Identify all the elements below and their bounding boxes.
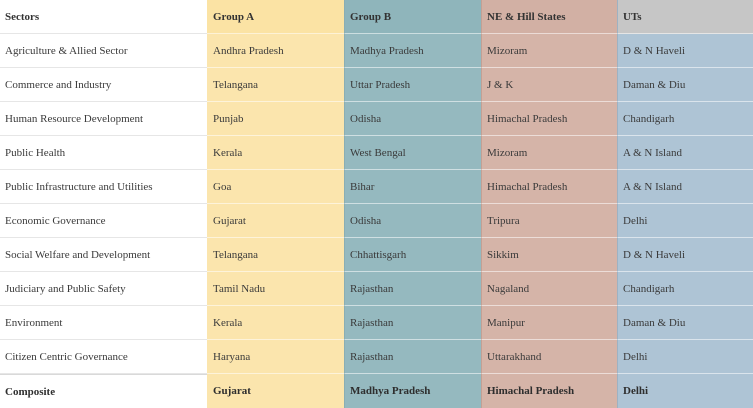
uts-cell: D & N Haveli — [617, 238, 753, 272]
ne-hill-states-cell: Uttarakhand — [481, 340, 617, 374]
sector-cell: Commerce and Industry — [0, 68, 207, 102]
uts-cell: Daman & Diu — [617, 306, 753, 340]
group-b-cell: Rajasthan — [344, 340, 481, 374]
composite-label: Composite — [0, 374, 207, 408]
sector-cell: Economic Governance — [0, 204, 207, 238]
ne-hill-states-cell: Manipur — [481, 306, 617, 340]
group-a-header: Group A — [207, 0, 344, 34]
composite-group-b-cell: Madhya Pradesh — [344, 374, 481, 408]
uts-cell: D & N Haveli — [617, 34, 753, 68]
sector-cell: Agriculture & Allied Sector — [0, 34, 207, 68]
group-a-cell: Tamil Nadu — [207, 272, 344, 306]
group-b-cell: Chhattisgarh — [344, 238, 481, 272]
uts-cell: Delhi — [617, 204, 753, 238]
ne-hill-states-cell: Nagaland — [481, 272, 617, 306]
group-b-cell: Odisha — [344, 204, 481, 238]
composite-group-a-cell: Gujarat — [207, 374, 344, 408]
ne-hill-states-header: NE & Hill States — [481, 0, 617, 34]
group-b-cell: Odisha — [344, 102, 481, 136]
uts-header: UTs — [617, 0, 753, 34]
group-a-cell: Telangana — [207, 238, 344, 272]
uts-cell: Delhi — [617, 340, 753, 374]
uts-cell: Chandigarh — [617, 272, 753, 306]
uts-cell: Daman & Diu — [617, 68, 753, 102]
ne-hill-states-cell: Mizoram — [481, 34, 617, 68]
group-b-cell: Rajasthan — [344, 306, 481, 340]
sector-cell: Environment — [0, 306, 207, 340]
group-a-cell: Haryana — [207, 340, 344, 374]
ne-hill-states-cell: Sikkim — [481, 238, 617, 272]
sector-cell: Social Welfare and Development — [0, 238, 207, 272]
ne-hill-states-cell: J & K — [481, 68, 617, 102]
ne-hill-states-cell: Mizoram — [481, 136, 617, 170]
ne-hill-states-cell: Tripura — [481, 204, 617, 238]
group-b-cell: Bihar — [344, 170, 481, 204]
group-a-cell: Goa — [207, 170, 344, 204]
sector-cell: Citizen Centric Governance — [0, 340, 207, 374]
group-b-cell: Uttar Pradesh — [344, 68, 481, 102]
group-b-cell: Rajasthan — [344, 272, 481, 306]
group-b-cell: West Bengal — [344, 136, 481, 170]
uts-cell: A & N Island — [617, 170, 753, 204]
uts-cell: Chandigarh — [617, 102, 753, 136]
group-a-cell: Kerala — [207, 136, 344, 170]
ne-hill-states-cell: Himachal Pradesh — [481, 170, 617, 204]
group-b-header: Group B — [344, 0, 481, 34]
sector-cell: Human Resource Development — [0, 102, 207, 136]
composite-uts-cell: Delhi — [617, 374, 753, 408]
sector-cell: Public Health — [0, 136, 207, 170]
sector-cell: Public Infrastructure and Utilities — [0, 170, 207, 204]
group-a-cell: Punjab — [207, 102, 344, 136]
group-a-cell: Andhra Pradesh — [207, 34, 344, 68]
group-a-cell: Kerala — [207, 306, 344, 340]
composite-ne-hill-states-cell: Himachal Pradesh — [481, 374, 617, 408]
group-b-cell: Madhya Pradesh — [344, 34, 481, 68]
uts-cell: A & N Island — [617, 136, 753, 170]
group-a-cell: Gujarat — [207, 204, 344, 238]
sector-cell: Judiciary and Public Safety — [0, 272, 207, 306]
ne-hill-states-cell: Himachal Pradesh — [481, 102, 617, 136]
sectors-header: Sectors — [0, 0, 207, 34]
group-a-cell: Telangana — [207, 68, 344, 102]
